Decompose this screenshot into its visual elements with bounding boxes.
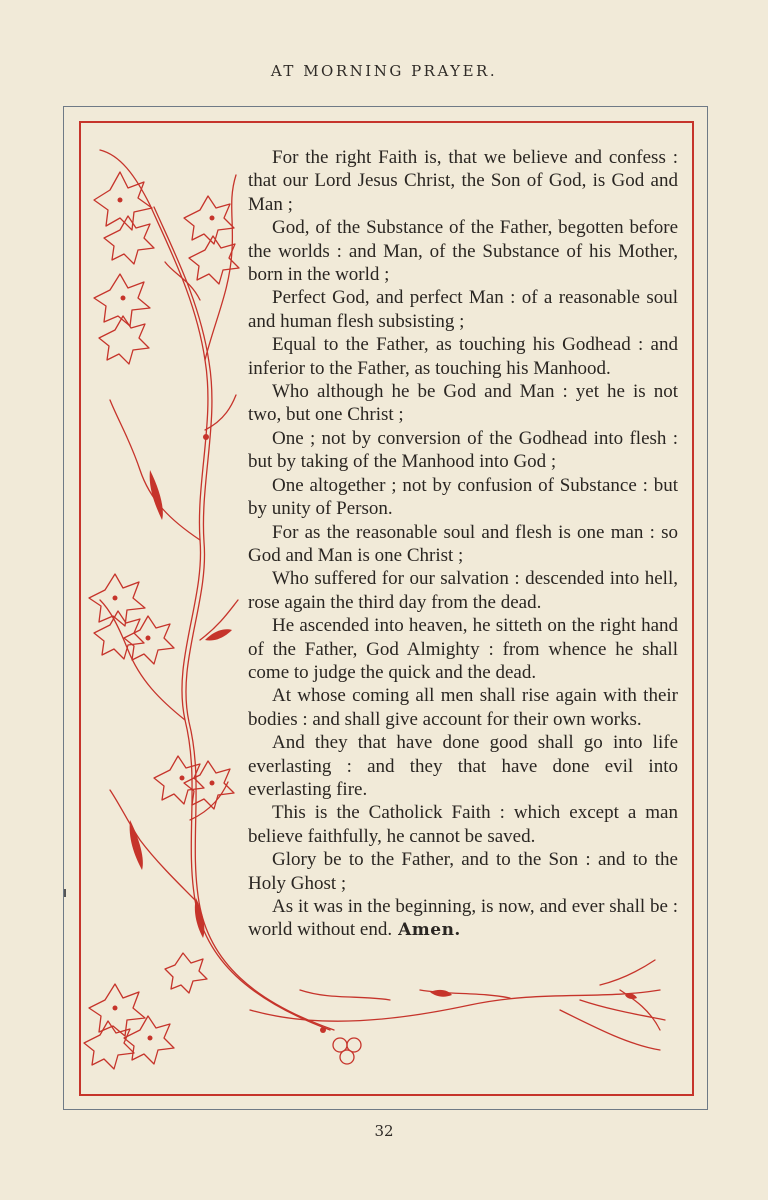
paragraph: Perfect God, and perfect Man : of a reasonable soul and human flesh subsisting ; [248,287,678,332]
paragraph: Who although he be God and Man : yet he is not two, but one Christ ; [248,381,678,426]
creed-text [248,146,678,943]
paragraph: For the right Faith is, that we believe and confess : that our Lord Jesus Christ, the Son of God, is God and Man ; [248,147,678,215]
page-number: 32 [374,1122,394,1140]
paragraph: Who suffered for our salvation : descended into hell, rose again the third day from the dead. [248,568,678,613]
running-head-title: AT MORNING PRAYER. [270,62,498,80]
paragraph: One altogether ; not by confusion of Substance : but by unity of Person. [248,474,678,520]
amen-word: Amen. [398,920,461,941]
margin-mark [64,889,66,897]
paragraph: For as the reasonable soul and flesh is one man : so God and Man is one Christ ; [248,521,678,566]
paragraph: Equal to the Father, as touching his Godhead : and inferior to the Father, as touching his Manhood. [248,334,678,379]
paragraph: This is the Catholick Faith : which except a man believe faithfully, he cannot be saved. [248,802,678,847]
paragraph: And they that have done good shall go into life everlasting : and they that have done evil into everlasting fire. [248,732,678,800]
paragraph: Glory be to the Father, and to the Son : and to the Holy Ghost ; [248,849,678,894]
final-paragraph [248,895,678,943]
paragraph: At whose coming all men shall rise again with their bodies : and shall give account for their own works. [248,685,678,730]
paragraph: One ; not by conversion of the Godhead into flesh : but by taking of the Manhood into God ; [248,427,678,473]
paragraph-text: As it was in the beginning, is now, and ever shall be : world without end. [248,896,678,941]
paragraph: God, of the Substance of the Father, begotten before the worlds : and Man, of the Substance of his Mother, born in the world ; [248,217,678,286]
paragraph: He ascended into heaven, he sitteth on the right hand of the Father, God Almighty : from whence he shall come to judge the quick and the dead. [248,615,678,683]
